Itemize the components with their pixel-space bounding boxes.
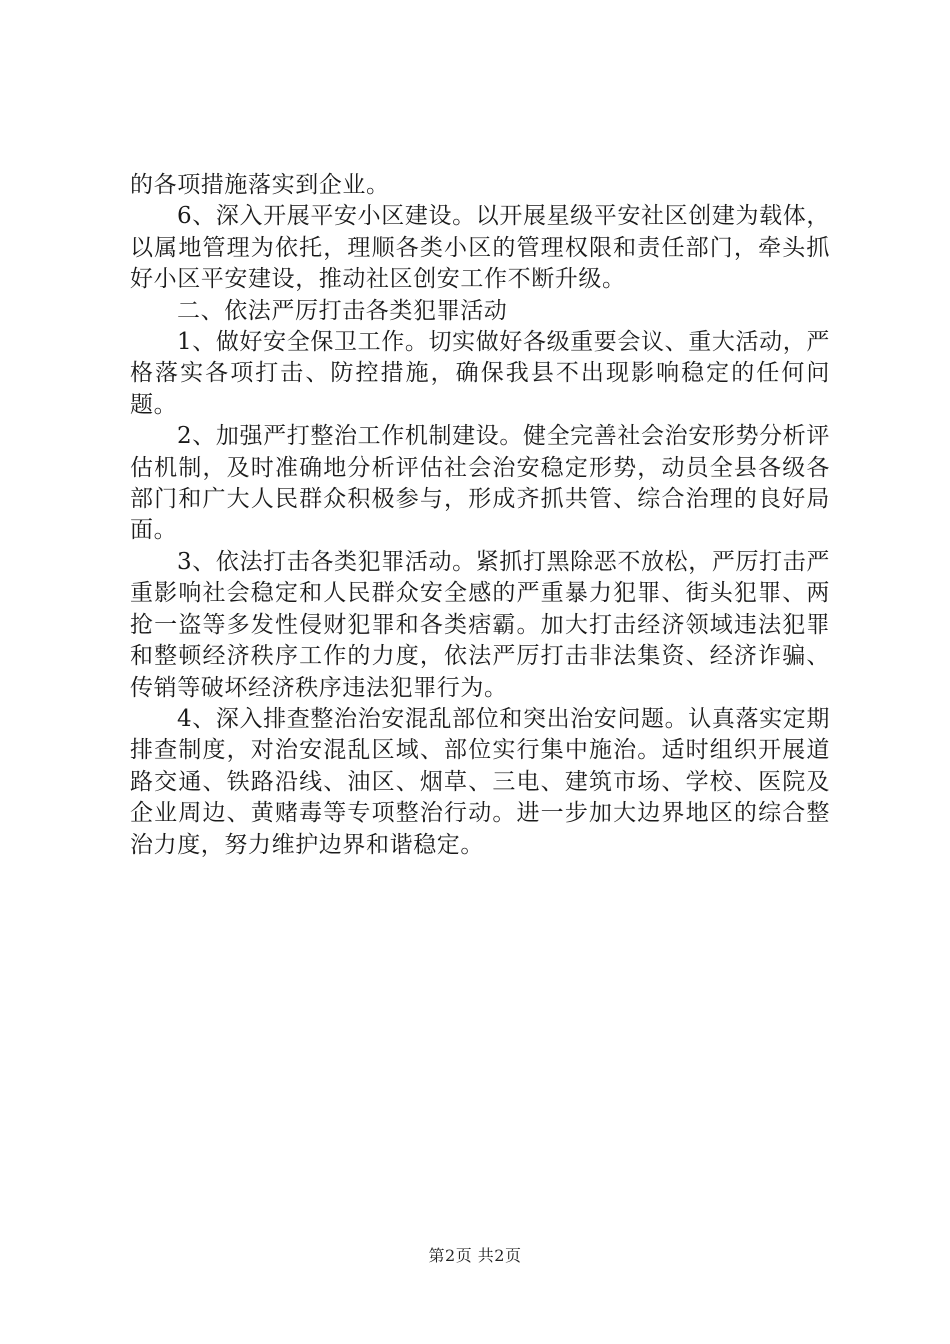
document-body bbox=[130, 170, 830, 861]
paragraph-item-1: 1、做好安全保卫工作。切实做好各级重要会议、重大活动，严格落实各项打击、防控措施，确保我县不出现影响稳定的任何问题。 bbox=[130, 329, 830, 418]
paragraph-item-3: 3、依法打击各类犯罪活动。紧抓打黑除恶不放松，严厉打击严重影响社会稳定和人民群众安全感的严重暴力犯罪、街头犯罪、两抢一盗等多发性侵财犯罪和各类痞霸。加大打击经济领域违法犯罪和整顿经济秩序工作的力度，依法严厉打击非法集资、经济诈骗、传销等破坏经济秩序违法犯罪行为。 bbox=[130, 548, 830, 701]
paragraph-item-2: 2、加强严打整治工作机制建设。健全完善社会治安形势分析评估机制，及时准确地分析评估社会治安稳定形势，动员全县各级各部门和广大人民群众积极参与，形成齐抓共管、综合治理的良好局面。 bbox=[130, 423, 830, 544]
section-heading-2: 二、依法严厉打击各类犯罪活动 bbox=[177, 297, 508, 324]
page-number-footer: 第2页 共2页 bbox=[428, 1246, 522, 1265]
paragraph-item-6: 6、深入开展平安小区建设。以开展星级平安社区创建为载体，以属地管理为依托，理顺各类小区的管理权限和责任部门，牵头抓好小区平安建设，推动社区创安工作不断升级。 bbox=[130, 203, 830, 293]
paragraph-continuation: 的各项措施落实到企业。 bbox=[130, 172, 390, 198]
paragraph-item-4: 4、深入排查整治治安混乱部位和突出治安问题。认真落实定期排查制度，对治安混乱区域、部位实行集中施治。适时组织开展道路交通、铁路沿线、油区、烟草、三电、建筑市场、学校、医院及企业周边、黄赌毒等专项整治行动。进一步加大边界地区的综合整治力度，努力维护边界和谐稳定。 bbox=[130, 705, 830, 858]
